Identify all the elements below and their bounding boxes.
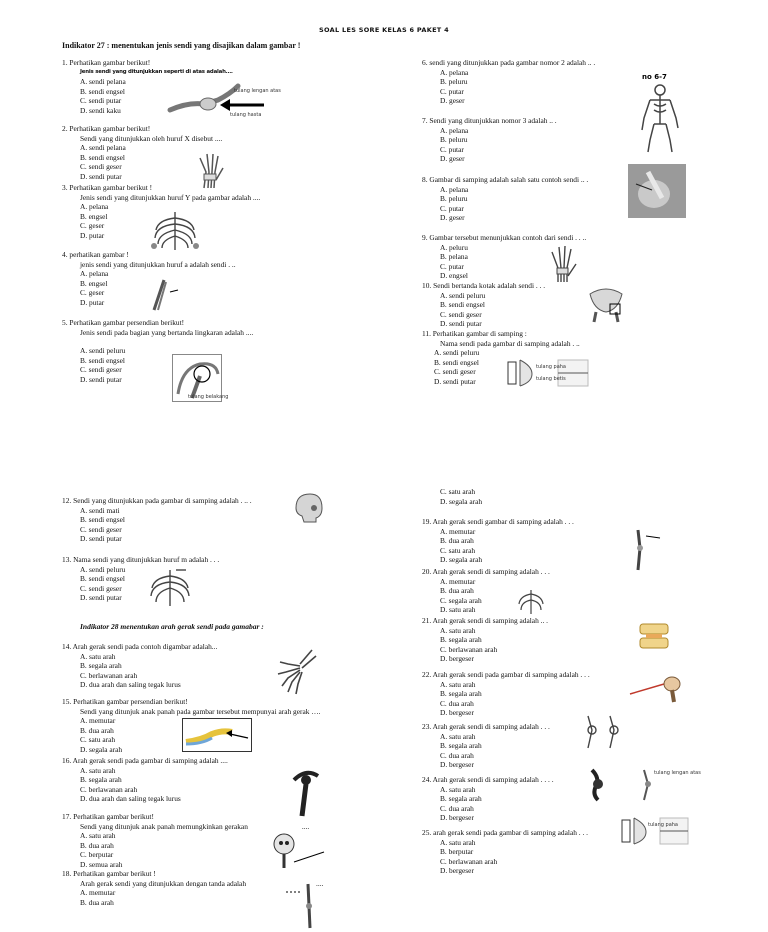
question-18-continued: C. satu arah D. segala arah bbox=[440, 487, 483, 506]
svg-text:tulang hasta: tulang hasta bbox=[230, 112, 262, 118]
question-5: 5. Perhatikan gambar persendian berikut! Jenis sendi pada bagian yang bertanda lingkaran adalah .... bbox=[62, 318, 254, 337]
question-8: 8. Gambar di samping adalah salah satu contoh sendi .. . A. pelana B. peluru C. putar D. geser bbox=[422, 175, 589, 222]
indicator-27-heading: Indikator 27 : menentukan jenis sendi yang disajikan dalam gambar ! bbox=[62, 41, 301, 50]
joint-photo-image bbox=[628, 164, 686, 218]
skull-neck-image bbox=[270, 830, 326, 870]
knee-joint-image bbox=[506, 356, 592, 390]
vertebra-image bbox=[636, 620, 672, 654]
question-11: 11. Perhatikan gambar di samping : Nama sendi pada gambar di samping adalah . .. A. sendi peluru B. sendi engsel C. sendi geser D. sendi putar bbox=[422, 329, 580, 386]
shoulder-bone-image bbox=[290, 768, 322, 818]
elbow-joint-image bbox=[168, 82, 281, 120]
question-5-options: A. sendi peluru B. sendi engsel C. sendi geser D. sendi putar bbox=[80, 346, 126, 384]
question-13: 13. Nama sendi yang ditunjukkan huruf m adalah . . . A. sendi peluru B. sendi engsel C. sendi geser D. sendi putar bbox=[62, 555, 220, 602]
hand-skeleton-image bbox=[548, 244, 578, 284]
question-4: 4. perhatikan gambar ! jenis sendi yang ditunjukkan huruf a adalah sendi . .. A. pelana B. engsel C. geser D. putar bbox=[62, 250, 236, 307]
svg-text:no 6-7: no 6-7 bbox=[642, 73, 667, 81]
svg-text:tulang lengan atas: tulang lengan atas bbox=[654, 770, 701, 776]
question-2: 2. Perhatikan gambar berikut! Sendi yang ditunjukkan oleh huruf X disebut .... A. sendi pelana B. sendi engsel C. sendi geser D. sendi putar bbox=[62, 124, 223, 181]
question-17: 17. Perhatikan gambar berikut! Sendi yang ditunjuk anak panah memungkinkan gerakan .... A. satu arah B. dua arah C. berputar D. semua arah bbox=[62, 812, 310, 869]
question-10: 10. Sendi bertanda kotak adalah sendi . . . A. sendi peluru B. sendi engsel C. sendi geser D. sendi putar bbox=[422, 281, 546, 328]
hand-wrist-image bbox=[276, 646, 320, 696]
question-22: 22. Arah gerak sendi pada gambar di samping adalah . . . A. satu arah B. segala arah C. dua arah D. bergeser bbox=[422, 670, 590, 717]
shoulder-arrow-image bbox=[628, 672, 686, 702]
indicator-28-heading: Indikator 28 menentukan arah gerak sendi pada gamabar : bbox=[80, 622, 264, 631]
svg-text:tulang belakang: tulang belakang bbox=[188, 394, 229, 400]
ribcage-image bbox=[150, 210, 200, 252]
question-3: 3. Perhatikan gambar berikut ! Jenis sendi yang ditunjukkan huruf Y pada gambar adalah .... A. pelana B. engsel C. geser D. putar bbox=[62, 183, 261, 240]
question-18: 18. Perhatikan gambar berikut ! Arah gerak sendi yang ditunjukkan dengan tanda adalah .... A. memutar B. dua arah bbox=[62, 869, 324, 907]
svg-text:tulang betis: tulang betis bbox=[536, 376, 566, 382]
knee-diagram-image bbox=[620, 814, 690, 848]
question-15: 15. Perhatikan gambar persendian berikut! Sendi yang ditunjuk anak panah pada gambar tersebut mempunyai arah gerak …. A. memutar B. dua arah C. satu arah D. segala arah bbox=[62, 697, 321, 754]
question-25: 25. arah gerak sendi pada gambar di samping adalah . . . A. satu arah B. berputar C. berlawanan arah D. bergeser bbox=[422, 828, 589, 875]
pelvis-image bbox=[586, 284, 626, 322]
skull-image bbox=[292, 492, 324, 524]
question-19: 19. Arah gerak sendi gambar di samping adalah . . . A. memutar B. dua arah C. satu arah D. segala arah bbox=[422, 517, 574, 564]
question-16: 16. Arah gerak sendi pada gambar di samping adalah .... A. satu arah B. segala arah C. berlawanan arah D. dua arah dan saling tegak lurus bbox=[62, 756, 228, 803]
question-9: 9. Gambar tersebut menunjukkan contoh dari sendi . . .. A. peluru B. pelana C. putar D. engsel bbox=[422, 233, 587, 280]
question-20: 20. Arah gerak sendi di samping adalah . . . A. memutar B. dua arah C. segala arah D. satu arah bbox=[422, 567, 550, 614]
question-23: 23. Arah gerak sendi di samping adalah . . . A. satu arah B. segala arah C. dua arah D. bergeser bbox=[422, 722, 550, 769]
joint-pair-image bbox=[580, 712, 624, 752]
knee-leg-image bbox=[624, 528, 664, 572]
q9-stem: 9. Gambar tersebut menunjukkan contoh dari sendi . . .. bbox=[422, 233, 587, 242]
ribcage-small-image bbox=[516, 588, 546, 616]
skeleton-image bbox=[636, 70, 684, 154]
shoulder-joint-image bbox=[172, 354, 229, 402]
question-1: 1. Perhatikan gambar berikut! Jenis sendi yang ditunjukkan seperti di atas adalah…. A. sendi pelana B. sendi engsel C. sendi putar D. sendi kaku bbox=[62, 58, 233, 115]
question-24: 24. Arah gerak sendi di samping adalah . . . . A. satu arah B. segala arah C. dua arah D. bergeser bbox=[422, 775, 554, 822]
worksheet-title: SOAL LES SORE KELAS 6 PAKET 4 bbox=[319, 26, 449, 34]
question-14: 14. Arah gerak sendi pada contoh digambar adalah... A. satu arah B. segala arah C. berlawanan arah D. dua arah dan saling tegak lurus bbox=[62, 642, 218, 689]
arm-bone-image bbox=[150, 276, 182, 312]
question-6: 6. sendi yang ditunjukkan pada gambar nomor 2 adalah .. . A. pelana B. peluru C. putar D. geser bbox=[422, 58, 596, 105]
svg-text:tulang lengan atas: tulang lengan atas bbox=[234, 88, 281, 94]
ribcage-m-image bbox=[146, 566, 194, 608]
leg-bone-image bbox=[282, 882, 322, 930]
svg-text:tulang paha: tulang paha bbox=[648, 822, 678, 828]
joint-arrow-image bbox=[182, 718, 252, 752]
svg-text:tulang paha: tulang paha bbox=[536, 364, 566, 370]
question-12: 12. Sendi yang ditunjukkan pada gambar di samping adalah . .. . A. sendi mati B. sendi engsel C. sendi geser D. sendi putar bbox=[62, 496, 252, 543]
question-7: 7. Sendi yang ditunjukkan nomor 3 adalah .. . A. pelana B. peluru C. putar D. geser bbox=[422, 116, 557, 163]
elbow-pair-image bbox=[586, 764, 701, 804]
question-21: 21. Arah gerak sendi di samping adalah .. . A. satu arah B. segala arah C. berlawanan arah D. bergeser bbox=[422, 616, 549, 663]
